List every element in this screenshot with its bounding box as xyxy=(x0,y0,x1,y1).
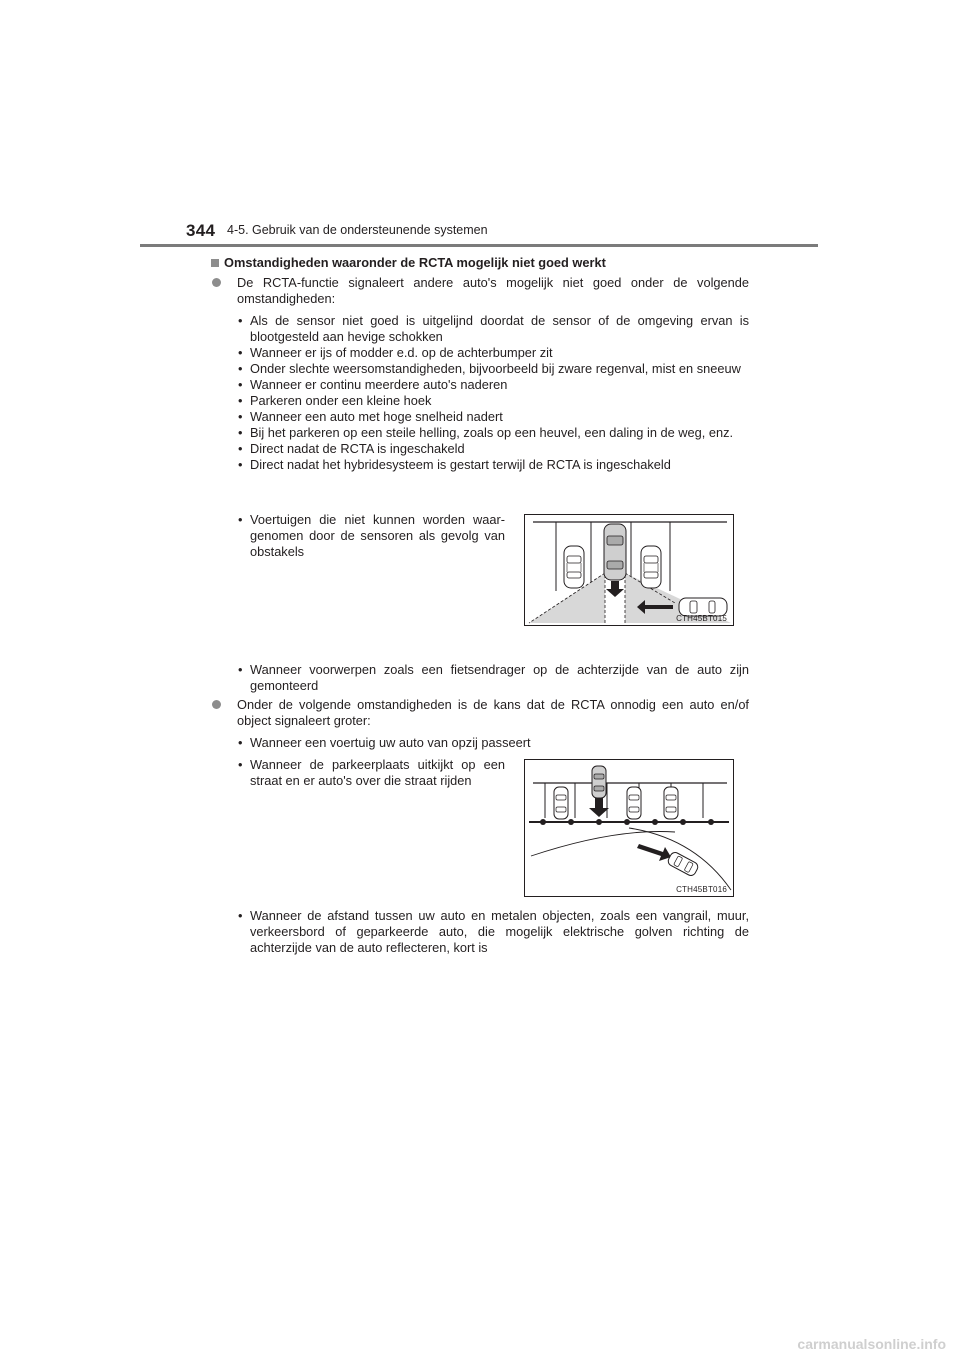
figure-obstacles xyxy=(524,514,734,626)
footer-watermark: carmanualsonline.info xyxy=(797,1336,946,1352)
bullet-metal-objects xyxy=(237,908,749,956)
section-title: 4-5. Gebruik van de ondersteunende systemen xyxy=(227,223,488,237)
figure-street-traffic-drawing xyxy=(525,760,733,896)
bullet-figure-item-2 xyxy=(237,757,505,789)
list-item: • Wanneer de afstand tussen uw auto en metalen objecten, zoals een vangrail, muur, verkeersbord of geparkeerde auto, die mogelijk elektrische golven richting de achterzijde van de auto reflecteren, kort is xyxy=(237,908,749,956)
intro-not-detected-text: De RCTA-functie signaleert andere auto's mogelijk niet goed onder de volgende omstandigheden: xyxy=(237,275,749,306)
list-item: • Voertuigen die niet kunnen worden waar-genomen door de sensoren als gevolg van obstakels xyxy=(237,512,505,560)
circle-bullet-icon xyxy=(212,278,221,287)
list-item: • Wanneer een auto met hoge snelheid nadert xyxy=(237,409,749,425)
list-item: • Als de sensor niet goed is uitgelijnd doordat de sensor of de omgeving ervan is blootgesteld aan hevige schokken xyxy=(237,313,749,345)
figure-code: CTH45BT015 xyxy=(676,614,727,623)
intro-false-detection xyxy=(237,697,749,729)
list-item: • Bij het parkeren op een steile helling, zoals op een heuvel, een daling in de weg, enz. xyxy=(237,425,749,441)
list-item: • Wanneer er ijs of modder e.d. op de achterbumper zit xyxy=(237,345,749,361)
intro-not-detected xyxy=(237,275,749,307)
list-item: • Direct nadat de RCTA is ingeschakeld xyxy=(237,441,749,457)
circle-bullet-icon xyxy=(212,700,221,709)
list-item: • Direct nadat het hybridesysteem is gestart terwijl de RCTA is ingeschakeld xyxy=(237,457,749,473)
figure-obstacles-drawing xyxy=(525,515,733,625)
list-item: • Wanneer er continu meerdere auto's naderen xyxy=(237,377,749,393)
figure-code: CTH45BT016 xyxy=(676,885,727,894)
intro-false-detection-text: Onder de volgende omstandigheden is de kans dat de RCTA onnodig een auto en/of object signaleert groter: xyxy=(237,697,749,728)
page-number: 344 xyxy=(186,221,216,240)
bullet-passing-vehicle xyxy=(237,735,749,751)
bullet-list-conditions xyxy=(237,313,749,473)
bullet-figure-item-1 xyxy=(237,512,505,560)
list-item: • Wanneer de parkeerplaats uitkijkt op een straat en er auto's over die straat rijden xyxy=(237,757,505,789)
list-item: • Parkeren onder een kleine hoek xyxy=(237,393,749,409)
section-heading-text: Omstandigheden waaronder de RCTA mogelijk niet goed werkt xyxy=(224,255,606,270)
square-bullet-icon xyxy=(211,259,219,267)
list-item: • Wanneer een voertuig uw auto van opzij passeert xyxy=(237,735,749,751)
list-item: • Onder slechte weersomstandigheden, bijvoorbeeld bij zware regenval, mist en sneeuw xyxy=(237,361,749,377)
bullet-after-figure-1 xyxy=(237,662,749,694)
list-item: • Wanneer voorwerpen zoals een fietsendrager op de achterzijde van de auto zijn gemonteerd xyxy=(237,662,749,694)
section-heading xyxy=(211,255,606,270)
figure-street-traffic xyxy=(524,759,734,897)
header-rule xyxy=(140,244,818,247)
